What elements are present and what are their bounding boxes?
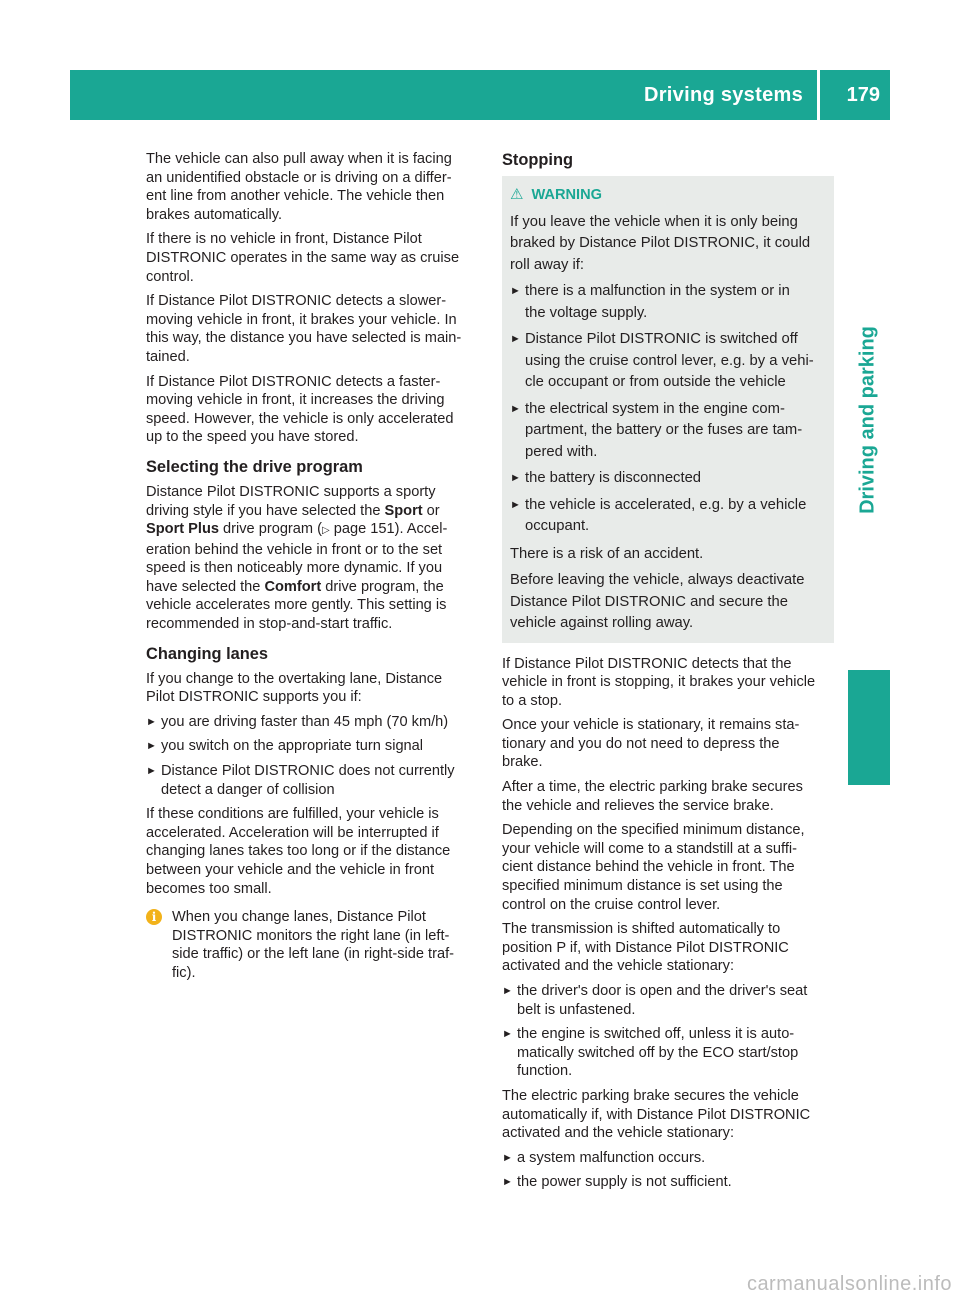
paragraph: The electric parking brake secures the vehicle automatically if, with Distance Pilot DISTRONIC activated and the vehicle stationary: bbox=[502, 1087, 811, 1142]
paragraph: If Distance Pilot DISTRONIC detects a slower- moving vehicle in front, it brakes your vehicle. In this way, the distance you have selected is main- tained. bbox=[146, 293, 462, 365]
warning-triangle-icon: ⚠ bbox=[510, 186, 524, 203]
list-item: ► you are driving faster than 45 mph (70 km/h) bbox=[146, 713, 449, 730]
header-bar bbox=[70, 70, 890, 120]
bullet-icon: ► bbox=[502, 1028, 513, 1041]
info-icon: i bbox=[146, 909, 162, 925]
paragraph: Depending on the specified minimum distance, your vehicle will come to a standstill at a suffi- cient distance behind the vehicle in front. The specified minimum distance is set using the control on the cruise control lever. bbox=[502, 822, 805, 913]
watermark: carmanualsonline.info bbox=[746, 1273, 952, 1295]
paragraph: If there is no vehicle in front, Distance Pilot DISTRONIC operates in the same way as cruise control. bbox=[146, 231, 460, 285]
page-reference-arrow-icon: ▷ bbox=[321, 525, 330, 537]
comfort-term: Comfort bbox=[264, 578, 322, 595]
heading-drive-program: Selecting the drive program bbox=[146, 457, 363, 476]
paragraph: If these conditions are fulfilled, your vehicle is accelerated. Acceleration will be interrupted if changing lanes takes too long or if the distance between your vehicle and the vehicle in front becomes too small. bbox=[146, 806, 451, 897]
list-item: ► Distance Pilot DISTRONIC does not currently detect a danger of collision bbox=[146, 763, 455, 798]
info-note: i When you change lanes, Distance Pilot DISTRONIC monitors the right lane (in left- side traffic) or the left lane (in right-side traf- fic). bbox=[146, 908, 480, 982]
bullet-icon: ► bbox=[502, 1151, 513, 1164]
side-tab-marker bbox=[848, 670, 890, 785]
paragraph: If Distance Pilot DISTRONIC detects that the vehicle in front is stopping, it brakes your vehicle to a stop. bbox=[502, 655, 816, 709]
side-tab bbox=[846, 220, 890, 620]
list-item: ► the driver's door is open and the driver's seat belt is unfastened. bbox=[502, 983, 808, 1018]
bullet-icon: ► bbox=[510, 402, 521, 415]
paragraph: If you change to the overtaking lane, Distance Pilot DISTRONIC supports you if: bbox=[146, 670, 443, 706]
list-item: ► there is a malfunction in the system or in the voltage supply. bbox=[510, 283, 790, 321]
heading-changing-lanes: Changing lanes bbox=[146, 644, 269, 663]
warning-risk: There is a risk of an accident. bbox=[510, 545, 704, 562]
side-tab-label: Driving and parking bbox=[856, 326, 879, 514]
left-column bbox=[146, 150, 480, 983]
list-item: ► the battery is disconnected bbox=[510, 468, 826, 490]
paragraph: The transmission is shifted automatically to position P if, with Distance Pilot DISTRONIC activated and the vehicle stationary: bbox=[502, 921, 789, 975]
sport-plus-term: Sport Plus bbox=[146, 521, 219, 538]
bullet-icon: ► bbox=[146, 765, 157, 778]
paragraph: After a time, the electric parking brake secures the vehicle and relieves the service brake. bbox=[502, 779, 803, 814]
warning-intro: If you leave the vehicle when it is only being braked by Distance Pilot DISTRONIC, it could roll away if: bbox=[510, 213, 811, 273]
list-item: ► the vehicle is accelerated, e.g. by a vehicle occupant. bbox=[510, 496, 807, 534]
list-item: ► the power supply is not sufficient. bbox=[502, 1174, 732, 1191]
bullet-icon: ► bbox=[510, 472, 521, 484]
drive-program-paragraph: Distance Pilot DISTRONIC supports a sporty driving style if you have selected the Sport or Sport Plus drive program (▷ page 151). Accel- eration behind the vehicle in front or to the set speed is then noticeably more dynamic. If you have selected the Comfort drive program, the vehicle accelerates more gently. This setting is recommended in stop-and-start traffic. bbox=[146, 483, 448, 633]
bullet-icon: ► bbox=[146, 740, 157, 753]
list-item: ► the electrical system in the engine com- partment, the battery or the fuses are tam- pered with. bbox=[510, 400, 803, 460]
warning-advice: Before leaving the vehicle, always deactivate Distance Pilot DISTRONIC and secure the vehicle against rolling away. bbox=[510, 572, 805, 631]
bullet-icon: ► bbox=[510, 285, 521, 297]
section-title: Driving systems bbox=[644, 70, 820, 120]
bullet-icon: ► bbox=[510, 333, 521, 345]
right-column bbox=[502, 150, 834, 1198]
list-item: ► Distance Pilot DISTRONIC is switched off using the cruise control lever, e.g. by a vehi- cle occupant or from outside the vehicle bbox=[510, 331, 814, 390]
page-number: 179 bbox=[846, 84, 880, 106]
bullet-icon: ► bbox=[502, 1176, 513, 1189]
list-item: ► the engine is switched off, unless it is auto- matically switched off by the ECO start/stop function. bbox=[502, 1026, 799, 1080]
sport-term: Sport bbox=[384, 502, 423, 519]
bullet-icon: ► bbox=[502, 985, 513, 997]
page-reference-link[interactable]: page 151). Accel- bbox=[329, 521, 448, 538]
bullet-icon: ► bbox=[510, 498, 521, 511]
intro-paragraph: The vehicle can also pull away when it is facing an unidentified obstacle or is driving on a differ- ent line from another vehicle. The vehicle then brakes automatically. bbox=[146, 151, 452, 223]
transmission-conditions-list bbox=[502, 982, 834, 1081]
bullet-icon: ► bbox=[146, 715, 157, 728]
parking-brake-conditions-list bbox=[502, 1149, 834, 1192]
lane-conditions-list bbox=[146, 713, 480, 799]
warning-box bbox=[502, 176, 834, 643]
paragraph: If Distance Pilot DISTRONIC detects a faster- moving vehicle in front, it increases the driving speed. However, the vehicle is only accelerated up to the speed you have stored. bbox=[146, 373, 454, 446]
warning-heading: ⚠ WARNING bbox=[510, 184, 826, 207]
heading-stopping: Stopping bbox=[502, 151, 574, 169]
warning-list bbox=[510, 281, 826, 538]
paragraph: Once your vehicle is stationary, it remains sta- tionary and you do not need to depress the brake. bbox=[502, 717, 800, 771]
list-item: ► a system malfunction occurs. bbox=[502, 1149, 706, 1166]
list-item: ► you switch on the appropriate turn signal bbox=[146, 738, 424, 755]
